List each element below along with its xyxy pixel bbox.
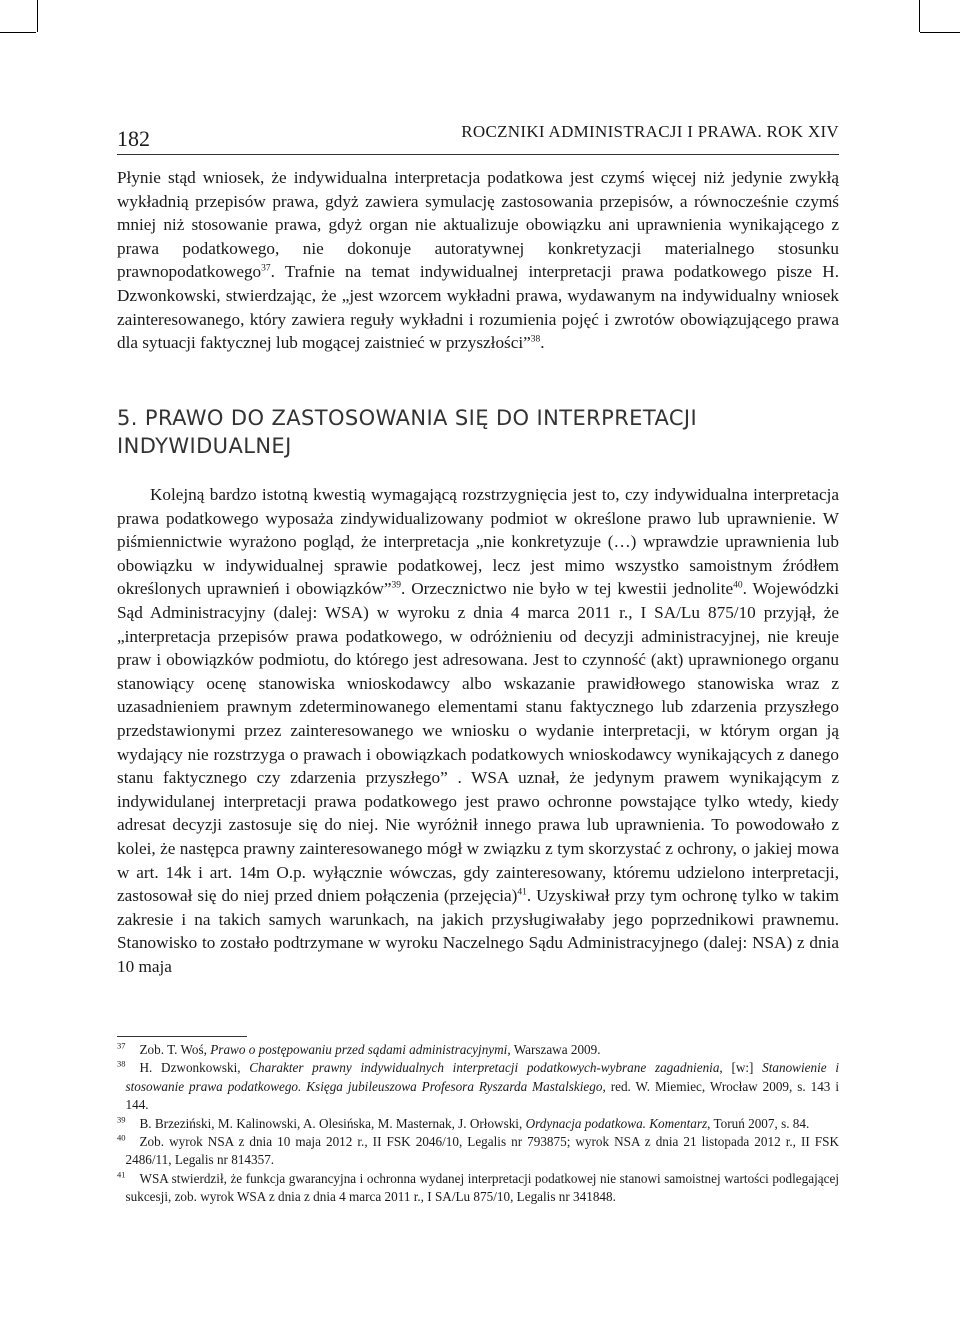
paragraph-1-part-1: Płynie stąd wniosek, że indywidualna interpretacja podatkowa jest czymś więcej niż jedynie zwykłą wykładnią przepisów prawa, gdyż zawiera symulację zastosowania przepisów, a równocześnie czymś mniej niż stosowanie prawa, gdyż organ nie aktualizuje obowiązku ani uprawnienia wynikającego z prawa podatkowego, nie dokonuje autoratywnej konkretyzacji materialnego stosunku prawnopodatkowego xyxy=(117,168,839,282)
crop-mark-top-right-v xyxy=(919,0,920,32)
footnote-41-text: WSA stwierdził, że funkcja gwarancyjna i ochronna wydanej interpretacji podatkowej nie stanowi samoistnej wartości podlegającej sukcesji, zob. wyrok WSA z dnia z dnia 4 marca 2011 r., I SA/Lu 875/10, Legalis nr 341848. xyxy=(125,1170,839,1205)
footnote-number-39: 39 xyxy=(117,1114,126,1125)
footnote-38-tail: , red. W. Miemiec, Wrocław 2009, s. 143 i 144. xyxy=(125,1078,840,1113)
footnote-number-38: 38 xyxy=(117,1059,126,1070)
header-rule xyxy=(117,154,839,155)
crop-mark-top-left-h xyxy=(0,32,36,33)
footnote-ref-38[interactable]: 38 xyxy=(530,334,541,345)
footnote-39-tail: , Toruń 2007, s. 84. xyxy=(707,1115,810,1131)
footnote-41 xyxy=(117,1170,839,1207)
footnote-ref-39[interactable]: 39 xyxy=(391,580,402,591)
footnote-39 xyxy=(117,1115,839,1133)
crop-mark-top-right-h xyxy=(920,32,960,33)
crop-mark-top-left-v xyxy=(37,0,38,32)
footnotes xyxy=(117,1041,839,1207)
footnote-38 xyxy=(117,1059,839,1114)
paragraph-1-part-3: . xyxy=(540,333,545,353)
footnote-38-title: Charakter prawny indywidualnych interpretacji podatkowych-wybrane zagadnienia xyxy=(249,1060,720,1076)
footnote-40-text: Zob. wyrok NSA z dnia 10 maja 2012 r., II FSK 2046/10, Legalis nr 793875; wyrok NSA z dnia 21 listopada 2012 r., II FSK 2486/11, Legalis nr 814357. xyxy=(125,1134,839,1168)
footnote-37-title: Prawo o postępowaniu przed sądami administracyjnymi xyxy=(210,1042,508,1057)
footnote-38-book-title: Stanowienie i stosowanie prawa podatkowego. Księga jubileuszowa Profesora Ryszarda Mastalskiego xyxy=(125,1060,839,1094)
footnote-38-text: H. Dzwonkowski, xyxy=(139,1060,250,1076)
footnote-37 xyxy=(117,1041,839,1059)
paragraph-1-text xyxy=(117,166,839,355)
footnote-40 xyxy=(117,1133,839,1170)
footnote-number-40: 40 xyxy=(117,1132,126,1143)
paragraph-2-text xyxy=(117,483,839,978)
paragraph-2 xyxy=(117,483,839,978)
footnote-ref-41[interactable]: 41 xyxy=(517,887,527,898)
section-heading: 5. PRAWO DO ZASTOSOWANIA SIĘ DO INTERPRETACJI INDYWIDUALNEJ xyxy=(117,406,698,458)
footnote-39-text: B. Brzeziński, M. Kalinowski, A. Olesińska, M. Masternak, J. Orłowski, xyxy=(139,1115,526,1131)
paragraph-2-part-2: . Orzecznictwo nie było w tej kwestii jednolite xyxy=(401,579,734,599)
paragraph-1 xyxy=(117,166,839,355)
footnote-number-41: 41 xyxy=(117,1169,126,1180)
footnote-rule xyxy=(117,1036,247,1037)
page-number: 182 xyxy=(117,126,150,151)
paragraph-2-part-3: . Wojewódzki Sąd Administracyjny (dalej: WSA) w wyroku z dnia 4 marca 2011 r., I SA/Lu 875/10 przyjął, że „interpretacja przepisów prawa podatkowego, w odróżnieniu od decyzji administracyjnej, nie kreuje praw i obowiązków podmiotu, do którego jest adresowana. Jest to czynność (akt) uprawnionego organu stanowiący ocenę stanowiska wnioskodawcy albo wskazanie prawidłowego stanowiska wraz z uzasadnieniem prawnym zdeterminowanego elementami stanu faktycznego lub zdarzenia przyszłego przedstawionymi przez zainteresowanego we wniosku o wydanie interpretacji, w którym organ ją wydający nie rozstrzyga o prawach i obowiązkach podatkowych wnioskodawcy wynikających z danego stanu faktycznego czy zdarzenia przyszłego” . WSA uznał, że jedynym prawem wynikającym z indywidulanej interpretacji prawa podatkowego jest prawo ochronne powstające tylko wtedy, kiedy adresat decyzji zastosuje się do niej. Nie wyróżnił innego prawa lub uprawnienia. To powodowało z kolei, że następca prawny zainteresowanego mógł w związku z tym skorzystać z ochrony, o jakiej mowa w art. 14k i art. 14m O.p. wyłącznie wówczas, gdy zainteresowany, któremu udzielono interpretacji, zastosował się do niej przed dniem połączenia (przejęcia) xyxy=(117,579,839,906)
footnote-38-in: , [w:] xyxy=(719,1060,763,1076)
footnote-ref-37[interactable]: 37 xyxy=(261,263,271,274)
footnote-37-tail: , Warszawa 2009. xyxy=(507,1042,601,1057)
paragraph-2-part-4: . Uzyskiwał przy tym ochronę tylko w takim zakresie i na takich samych warunkach, na jakich przysługiwałaby jego poprzednikowi prawnemu. Stanowisko to zostało podtrzymane w wyroku Naczelnego Sądu Administracyjnego (dalej: NSA) z dnia 10 maja xyxy=(117,886,840,976)
footnote-number-37: 37 xyxy=(117,1040,126,1051)
footnote-37-text: Zob. T. Woś, xyxy=(139,1042,211,1057)
paragraph-2-part-1: Kolejną bardzo istotną kwestią wymagającą rozstrzygnięcia jest to, czy indywidualna interpretacja prawa podatkowego wyposaża zindywidualizowany podmiot w określone prawo lub uprawnienie. W piśmiennictwie wyrażono pogląd, że interpretacja „nie konkretyzuje (…) wprawdzie uprawnienia lub obowiązku w indywidualnej sprawie podatkowej, lecz jest mimo wszystko samoistnym źródłem określonych uprawnień i obowiązków” xyxy=(117,485,839,599)
page-header xyxy=(117,120,839,156)
footnote-ref-40[interactable]: 40 xyxy=(733,580,743,591)
running-head: ROCZNIKI ADMINISTRACJI I PRAWA. ROK XIV xyxy=(461,122,839,141)
footnote-39-title: Ordynacja podatkowa. Komentarz xyxy=(525,1115,708,1131)
paragraph-1-part-2: . Trafnie na temat indywidualnej interpretacji prawa podatkowego pisze H. Dzwonkowski, stwierdzając, że „jest wzorcem wykładni prawa, wydawanym na indywidualny wniosek zainteresowanego, który zawiera reguły wykładni i rozumienia pojęć i zwrotów obowiązującego prawa dla sytuacji faktycznej lub mogącej zaistnieć w przyszłości” xyxy=(117,262,839,353)
